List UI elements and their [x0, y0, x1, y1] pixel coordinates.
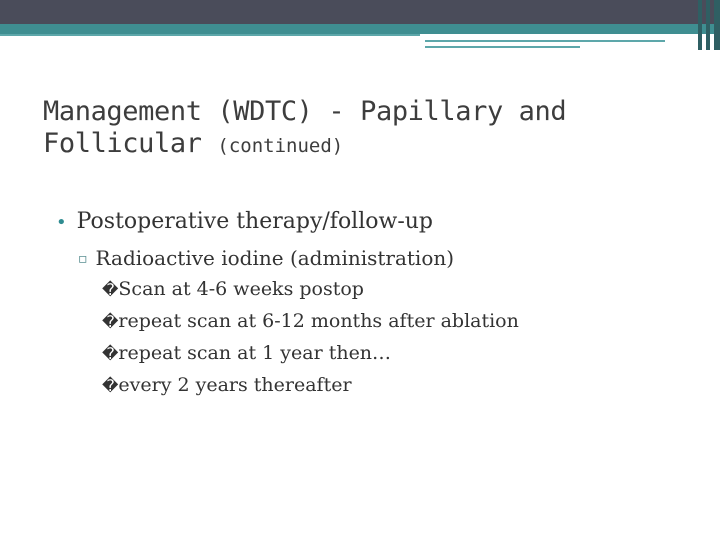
bullet-level3-text: repeat scan at 1 year then…	[118, 342, 392, 364]
bullet-level3	[102, 309, 519, 334]
bullet-level3-text: repeat scan at 6-12 months after ablation	[118, 310, 519, 332]
bullet-level2	[78, 245, 454, 274]
bullet-level3-text: every 2 years thereafter	[118, 374, 352, 396]
bullet-level3	[102, 277, 364, 302]
missing-glyph-icon: �	[102, 376, 119, 395]
bullet-level3-text: Scan at 4-6 weeks postop	[118, 278, 364, 300]
missing-glyph-icon: �	[102, 280, 119, 299]
bullet-level3	[102, 341, 391, 366]
bullet-level1-text: Postoperative therapy/follow-up	[76, 209, 434, 234]
missing-glyph-icon: �	[102, 344, 119, 363]
slide-title-suffix: (continued)	[217, 135, 344, 157]
bullet-level2-text: Radioactive iodine (administration)	[95, 246, 455, 270]
bullet-level1	[56, 208, 433, 237]
bullet-square-icon: ▫	[78, 251, 88, 267]
slide-title-main: Management (WDTC) - Papillary and Follicular	[43, 96, 567, 159]
bullet-level3	[102, 373, 352, 398]
bullet-dot-icon: •	[56, 212, 67, 233]
missing-glyph-icon: �	[102, 312, 119, 331]
